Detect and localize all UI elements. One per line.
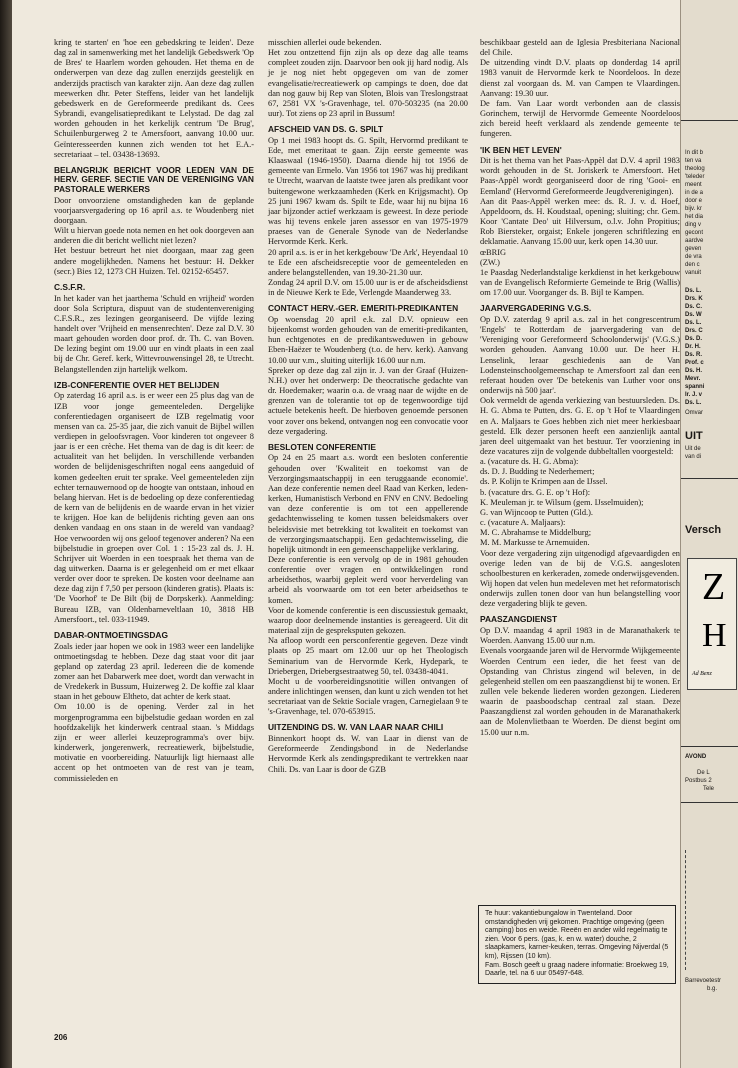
paragraph: Door onvoorziene omstandigheden kan de geplande voorjaarsvergadering op 16 april a.s. te Woudenberg niet doorgaan. <box>54 195 254 225</box>
rule-line <box>681 746 738 747</box>
facing-name-fragment: Ds. L. <box>685 288 702 294</box>
paragraph: Spreker op deze dag zal zijn ir. J. van der Graaf (Huizen-N.H.) over het onderwerp: De theocratische gedachte van dr. Hoedemaker; waarin o.a. de vraag naar de wijdte en de grenzen van de tolerantie tot op de tegenwoordige tijd actuele betekenis heeft. De hierboven genoemde personen voor zover ons bekend, ontvangen nog een convocatie voor deze vergadering. <box>268 365 468 436</box>
facing-text-fragment: 'teleder <box>685 174 705 180</box>
facing-name-fragment: Ds. L. <box>685 400 702 406</box>
holiday-bungalow-advert <box>478 905 676 984</box>
facing-text-fragment: ten va <box>685 158 702 164</box>
facing-text-fragment: in de a <box>685 190 704 196</box>
facing-page-edge <box>680 0 738 1068</box>
paragraph: Wilt u hiervan goede nota nemen en het ook doorgeven aan anderen die dit bericht wellicht niet lezen? <box>54 226 254 246</box>
facing-uit-heading: UIT <box>685 430 703 442</box>
paragraph: Voor de komende conferentie is een discussiestuk gemaakt, waarop door deelnemende instanties is gereageerd. Uit dit materiaal zijn de gespreksputen gekozen. <box>268 605 468 636</box>
facing-text-fragment: den c <box>685 262 700 268</box>
facing-text-fragment: theolog <box>685 166 705 172</box>
page-number: 206 <box>54 1033 68 1042</box>
paragraph: Wij hopen dat velen hun medeleven met het reformatorisch onderwijs zullen tonen door van hun belangstelling voor deze vergadering blijk te geven. <box>480 579 680 609</box>
paragraph: G. van Wijncoop te Putten (Gld.). <box>480 507 594 517</box>
paragraph: c. (vacature A. Maljaars): <box>480 518 566 528</box>
paragraph: Ook vermeldt de agenda verkiezing van bestuursleden. Ds. H. G. Abma te Putten, drs. G. E. op 't Hof te Vlaardingen en A. Maljaars te Goes hebben zich niet meer herkiesbaar gesteld. Elk dezer personen heeft een aanzienlijk aantal jaren deel uitgemaakt van het bestuur. Ter voorziening in deze vacatures zijn de volgende dubbeltallen voorgesteld: <box>480 396 680 456</box>
paragraph: Op D.V. zaterdag 9 april a.s. zal in het congrescentrum 'Engels' te Rotterdam de jaarvergadering van de 'Vereniging voor Gereformeerd Schoolonderwijs' (V.G.S.) worden gehouden. Aanvang 10.00 uur. De heer H. Lenselink, leraar geschiedenis aan de Van Lodensteinschoolgemeenschap te Amersfoort zal dan een referaat houden over 'De betekenis van Luther voor ons onderwijs nà 500 jaar'. <box>480 314 680 396</box>
facing-text-fragment: bijv. kr <box>685 206 702 212</box>
facing-uit-sub2: van di <box>685 454 702 460</box>
paragraph: b. (vacature drs. G. E. op 't Hof): <box>480 487 591 497</box>
facing-text-fragment: door e <box>685 198 703 204</box>
paragraph: Binnenkort hoopt ds. W. van Laar in dienst van de Gereformeerde Zendingsbond in de Nederlandse Hervormde Kerk als zendingspredikant te vertrekken naar Chili. Ds. van Laar is door de GZB <box>268 734 468 774</box>
section-heading: 'IK BEN HET LEVEN' <box>480 144 562 155</box>
section-heading: BESLOTEN CONFERENTIE <box>268 441 376 452</box>
column-1 <box>54 38 254 784</box>
paragraph: Voor deze vergadering zijn uitgenodigd afgevaardigden en overige leden van de bij de V.G.S. aangesloten schoolbesturen en kerkeraden, zomede onderwijsgevenden. <box>480 548 680 578</box>
paragraph: Op 1 mei 1983 hoopt ds. G. Spilt, Hervormd predikant te Ede, met emeritaat te gaan. Zijn eerste gemeente was Klaaswaal (1946-1950). Daarna diende hij tot 1956 de gemeente van Ermelo. Van 1956 tot 1967 was hij predikant te Utrecht, waarvan de laatste twee jaren als predikant voor buitengewone werkzaamheden (Kerk en Krijgsmacht). Op 25 juni 1967 kwam ds. Spilt te Ede, waar hij nu bijna 16 jaar bijzonder actief werkzaam is geweest. In deze periode was hij tevens enkele jaren assessor en van 1975-1979 praeses van de Generale Synode van de Nederlandse Hervormde Kerk. Kerk. <box>268 135 468 247</box>
paragraph: Aan dit Paas-Appèl werken mee: ds. R. J. v. d. Hoef, Appeldoorn, ds. H. Koudstaal, opening; sluiting; chr. Gem. Koor 'Cantate Deo' uit Hilversum, o.l.v. John Propitius; Rob Biersteker, orgaist; Enkele jongeren schriftlezing en deklamatie. Aanvang 15.00 uur, kerk open 14.30 uur. <box>480 196 680 247</box>
facing-text-fragment: de vra <box>685 254 702 260</box>
facing-name-fragment: Ds. H. <box>685 368 703 374</box>
paragraph: Zoals ieder jaar hopen we ook in 1983 weer een landelijke ontmoetingsdag te hebben. Deze dag staat voor dit jaar gepland op zaterdag 23 april. Iedereen die de komende zomer aan het Dabarwerk mee doet, wordt dan verwacht in de Vredekerk in Bussum, Huizerweg 2. De koffie zal klaar staan in het gebouw Eltheto, dat achter de kerk staat. <box>54 641 254 702</box>
facing-name-fragment: Ds. R. <box>685 352 703 358</box>
facing-name-fragment: Prof. c <box>685 360 704 366</box>
facing-avond-3: Tele <box>703 786 715 792</box>
facing-uit-sub1: Uit de <box>685 446 701 452</box>
section-heading: DABAR-ONTMOETINGSDAG <box>54 629 168 640</box>
paragraph: a. (vacature ds. H. G. Abma): <box>480 457 579 467</box>
paragraph: Evenals voorgaande jaren wil de Hervormde Wijkgemeente Woerden Centrum een ieder, die het feest van de Opstanding van Christus zingend wil beleven, in de gelegenheid stellen om een paaszangdienst bij te wonen. Er zullen vele bekende liederen worden gezongen. Liederen waarin de paasboodschap centraal zal staan. Deze Paaszangdienst zal worden gehouden in de Maranathakerk aan de Molenvlietbaan te Woerden. De dienst begint om 15.00 uur n.m. <box>480 646 680 737</box>
paragraph: Op zaterdag 16 april a.s. is er weer een 25 plus dag van de IZB voor jonge gemeenteleden. Dergelijke conferentiedagen organiseert de IZB regelmatig voor mensen van ca. 25-35 jaar, die zich vanuit de Bijbel willen verdiepen in geloofsvragen. Voor kinderen tot ongeveer 8 jaar is er een crèche. Het thema van de dag is dit keer: de actualiteit van het belijden. In verschillende verbanden worden de belijdenisgeschriften nogal eens aangeduid of komen gedeelten eruit ter sprake. Veel gemeenteleden zijn echter ternauwernood op de hoogte van ontstaan, inhoud en belang hiervan. Het is de bedoeling op deze conferentiedag de kern van de belijdenis en de waarde ervan in het vizier te krijgen. Hoe kan de belijdenis richting geven aan ons denken vandaag en ons staan in de wereld van vandaag? Hoe verwoorden wij ons geloof tegenover anderen? Na een bijbelstudie in groepen over Col. 1 : 15-23 zal ds. J. H. Schrijver uit Woerden in een toespraak het thema van de dag uitwerken. Daarna is er gelegenheid om er met elkaar verder over door te spreken. De kosten voor deelname aan deze dag zijn f 7,50 per persoon (kinderen gratis). Plaats is: 'De Voorhof' te De Bilt (bij de Dorpskerk). Aanmelding: Bureau IZB, van Oldenbarneveltlaan 10, 3818 HB Amersfoort., tel. 033-11949. <box>54 391 254 624</box>
paragraph: Op 24 en 25 maart a.s. wordt een besloten conferentie gehouden over 'Kwaliteit en toekomst van de Verzorgingsmaatschappij in een teruggaande economie'. Aan deze conferentie nemen deel Raad van Kerken, leden-kerken, Humanistisch Verbond en FNV en CNV. Bedoeling van deze conferentie is om tot een appellerende gedachtenwisseling te komen tussen beleidsmakers over beleidsvisie met betrekking tot kwaliteit en toekomst van de verzorgingsmaatschappij. Een gedachtenwisseling, die hopelijk uitmondt in een gemeenschappelijke verklaring. <box>268 453 468 554</box>
paragraph: De fam. Van Laar wordt verbonden aan de classis Gorinchem, terwijl de Hervormde Gemeente Noordeloos zich bereid heeft verklaard als zendende gemeente te fungeren. <box>480 98 680 139</box>
facing-name-fragment: Dr. H. <box>685 344 701 350</box>
facing-bottom-2: b.g. <box>707 986 718 992</box>
facing-name-fragment: Ds. D. <box>685 336 703 342</box>
paragraph: 20 april a.s. is er in het kerkgebouw 'De Ark', Heyendaal 10 te Ede een afscheidsreceptie voor de gemeenteleden en andere belangstellenden, van 19.30-21.30 uur. <box>268 247 468 277</box>
emblem-author: Ad Benz <box>692 671 712 677</box>
facing-name-fragment: Ds. C. <box>685 304 703 310</box>
facing-text-fragment: ding v <box>685 222 702 228</box>
rule-line <box>681 120 738 121</box>
magazine-page <box>12 0 680 1068</box>
paragraph: (ZW.) <box>480 257 500 267</box>
section-heading: BELANGRIJK BERICHT VOOR LEDEN VAN DE HERV. GEREF. SECTIE VAN DE VERENIGING VAN PASTORALE WERKERS <box>54 164 254 195</box>
facing-name-fragment: spanni <box>685 384 705 390</box>
facing-avond: AVOND <box>685 754 707 760</box>
paragraph: De uitzending vindt D.V. plaats op donderdag 14 april 1983 vanuit de Hervormde kerk te Noordeloos. In deze dienst zal voorgaan ds. M. van Campen te Vlaardingen. Aanvang: 19.30 uur. <box>480 58 680 98</box>
facing-avond-1: De L <box>697 770 710 776</box>
paragraph: M. M. Markusse te Arnemuiden. <box>480 538 590 548</box>
paragraph: Zondag 24 april D.V. om 15.00 uur is er de afscheidsdienst in de Nieuwe Kerk te Ede, Verlengde Maanderweg 33. <box>268 278 468 298</box>
facing-text-fragment: vanuit <box>685 270 702 276</box>
facing-bottom-1: Barrevoetestr <box>685 978 722 984</box>
facing-avond-2: Postbus 2 <box>685 778 712 784</box>
paragraph: Dit is het thema van het Paas-Appèl dat D.V. 4 april 1983 wordt gehouden in de St. Joriskerk te Amersfoort. Het Paas-Appèl wordt georganiseerd door de ring 'Gooi- en Eemland' (Hervormd Gereformeerde Jeugdverenigingen). <box>480 156 680 196</box>
paragraph: misschien allerlei oude bekenden. <box>268 38 382 47</box>
section-heading: PAASZANGDIENST <box>480 614 558 625</box>
paragraph: In het kader van het jaarthema 'Schuld en vrijheid' worden door Sola Scriptura, dispuut van de studentenvereniging C.F.S.R., zes lezingen georganiseerd. De vijfde lezing handelt over 'Vrijheid en mensenrechten'. Deze zal D.V. 30 maart gehouden worden door prof. dr. Th. C. van Boven. De lezing begint om 19.00 uur en vindt plaats in een zaal bij de Chr. Geref. kerk, Wittevrouwensingel 28, te Utrecht. Belangstellenden zijn hartelijk welkom. <box>54 293 254 374</box>
paragraph: ds. P. Kolijn te Krimpen aan de IJssel. <box>480 477 608 487</box>
rule-line <box>681 478 738 479</box>
facing-text-fragment: het dia <box>685 214 704 220</box>
facing-omvang: Omvar <box>685 410 703 416</box>
paragraph: Deze conferentie is een vervolg op de in 1981 gehouden conferentie over vragen en ontwikkelingen rond arbeidsethos, waarbij gepleit werd voor herverdeling van arbeid als voorwaarde om tot een beter arbeidsethos te komen. <box>268 554 468 605</box>
paragraph: Op woensdag 20 april e.k. zal D.V. opnieuw een bijeenkomst worden gehouden van de emeriti-predikanten, hun echtgenotes en de predikantsweduwen in gebouw Eben-Haëzer te Woudenberg (t.o. de herv. kerk). Aanvang 10.00 uur v.m., sluiting uiterlijk 16.00 uur n.m. <box>268 314 468 365</box>
paragraph: beschikbaar gesteld aan de Iglesia Presbiteriana Nacional del Chile. <box>480 38 680 58</box>
facing-text-fragment: aardve <box>685 238 704 244</box>
facing-text-fragment: gecont <box>685 230 704 236</box>
paragraph: ds. D. J. Budding te Nederhemert; <box>480 467 595 477</box>
facing-versch-heading: Versch <box>685 524 722 536</box>
section-heading: C.S.F.R. <box>54 281 86 292</box>
paragraph: Het zou ontzettend fijn zijn als op deze dag alle teams compleet zouden zijn. Daarvoor ben ook jij hard nodig. Als je je nog niet hebt opgegeven om van de zomer evangelisatie/recreatiewerk op campings te doen, doe dat dan nog gauw bij Rep van Sloten, Blois van Treslongstraat 67, 2581 VX 's-Gravenhage, tel. 070-503235 (na 20.00 uur). Tot ziens op 23 april in Bussum! <box>268 48 468 119</box>
plant-illustration <box>685 850 716 970</box>
facing-name-fragment: Ds. L. <box>685 320 702 326</box>
rule-line <box>681 802 738 803</box>
paragraph: kring te starten' en 'hoe een gebedskring te leiden'. Deze dag zal in samenwerking met het landelijk Gebedswerk 'Op de Bres' te Haarlem worden gehouden. Het thema en de onderwerpen van deze dag zullen enerzijds geestelijk en anderzijds practisch van karakter zijn. Aan deze dag zullen meewerken dhr. Peter Steffens, leider van het landelijk gebedswerk en de Gereformeerde predikant ds. Cees Sybrandi, evangelisatiepredikant te Lelystad. De dag zal worden gehouden in het kerkelijk centrum 'De Brug', Schuilenburgerweg 2 te Amersfoort, aanvang 10.00 uur. Geïnteresseerden kunnen zich wenden tot het E.A.-secretariaat – tel. 03438-13693. <box>54 38 254 159</box>
paragraph: Om 10.00 is de opening. Verder zal in het morgenprogramma een bijbelstudie gedaan worden en zal hoofdzakelijk het kinderwerk centraal staan. 's Middags zijn er weer allerlei keuzeprogramma's over bijv. kinderwerk, jongerenwerk, recreatiewerk, bijbelstudie, motivatie en voorbereiding. Natuurlijk ligt hiernaast alle accent op het ontmoeten van de rest van je team, commissieleden en <box>54 702 254 783</box>
advert-body: Te huur: vakantiebungalow in Twenteland. Door omstandigheden vrij gekomen. Prachtige omgeving (geen camping) bos en weide. Reeën en ander wild regelmatig te zien. Voor 6 pers. (gas, k. en w. water) douche, 2 slaapkamers, karner-keuken, terras. Omgeving Nijverdal (5 km), Rijssen (10 km). <box>485 910 669 960</box>
paragraph: Mocht u de voorbereidingsnotitie willen ontvangen of andere inlichtingen wensen, dan kunt u zich wenden tot het secretariaat van de Sektie Sociale vragen, Carnegielaan 9 te 's-Gravenhage, tel. 070-653915. <box>268 676 468 717</box>
paragraph: Na afloop wordt een persconferentie gegeven. Deze vindt plaats op 25 maart om 12.00 uur op het Theologisch Seminarium van de Hervormde Kerk, Hydepark, te Driebergen, Driebergsestraatweg 50, tel. 03438-4041. <box>268 636 468 676</box>
facing-name-fragment: Drs. C <box>685 328 703 334</box>
section-heading: IZB-CONFERENTIE OVER HET BELIJDEN <box>54 379 220 390</box>
paragraph: œBRIG <box>480 247 507 257</box>
facing-name-fragment: Mevr. <box>685 376 701 382</box>
paragraph: Op D.V. maandag 4 april 1983 in de Maranathakerk te Woerden. Aanvang 15.00 uur n.m. <box>480 626 680 646</box>
paragraph: M. C. Abrahamse te Middelburg; <box>480 528 592 538</box>
emblem-letter-h: H <box>702 617 727 654</box>
emblem-letter-z: Z <box>702 566 726 608</box>
advert-contact: Fam. Bosch geeft u graag nadere informatie: Broekweg 19, Daarle, tel. na 6 uur 05497-648. <box>485 961 669 978</box>
paragraph: Het bestuur betreurt het niet doorgaan, maar zag geen andere mogelijkheden. Namens het bestuur: H. Dekker (secr.) Bies 12, 1273 CH Huizen. Tel. 02152-65457. <box>54 246 254 276</box>
section-heading: CONTACT HERV.-GER. EMERITI-PREDIKANTEN <box>268 303 459 314</box>
column-2 <box>268 38 468 775</box>
facing-name-fragment: Ir. J. v <box>685 392 703 398</box>
section-heading: AFSCHEID VAN DS. G. SPILT <box>268 124 384 135</box>
facing-name-fragment: Drs. K <box>685 296 703 302</box>
section-heading: JAARVERGADERING V.G.S. <box>480 303 592 314</box>
paragraph: 1e Paasdag Nederlandstalige kerkdienst in het kerkgebouw van de Evangelisch Reformierte Gemeinde te Brig (Wallis) om 17.00 uur. Voorganger ds. B. Bijl te Kampen. <box>480 267 680 298</box>
facing-text-fragment: In dit b <box>685 150 704 156</box>
book-cover-illustration <box>687 558 737 690</box>
facing-name-fragment: Ds. W <box>685 312 702 318</box>
facing-text-fragment: geven <box>685 246 702 252</box>
column-3 <box>480 38 680 738</box>
facing-text-fragment: meent <box>685 182 702 188</box>
paragraph: K. Meuleman jr. te Wilsum (gem. IJsselmuiden); <box>480 497 644 507</box>
section-heading: UITZENDING DS. W. VAN LAAR NAAR CHILI <box>268 722 444 733</box>
